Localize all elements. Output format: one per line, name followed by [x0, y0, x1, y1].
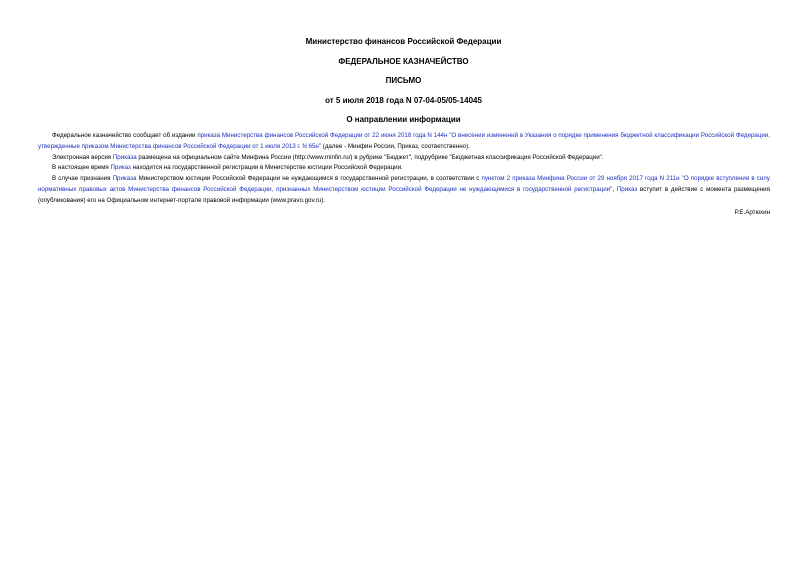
order-link[interactable]: Приказ — [110, 164, 131, 172]
letter-body — [38, 131, 770, 207]
paragraph-text: (далее - Минфин России, Приказ, соответственно). — [321, 142, 470, 150]
paragraph-1 — [38, 131, 770, 153]
paragraph-text: , — [612, 185, 617, 193]
order-144n-link[interactable]: приказа Министерства финансов Российской Федерации от 22 июня 2018 года N 144н "О внесении изменений в Указания о порядке применения бюджетной классификации Российской Федерации, утвержденные приказом Министерства финансов Российской Федерации от 1 июля 2013 г. N 65н" — [38, 132, 770, 150]
subject-heading: О направлении информации — [346, 115, 461, 124]
doc-number-heading: от 5 июля 2018 года N 07-04-05/05-14045 — [325, 96, 482, 105]
paragraph-text: Министерством юстиции Российской Федерации не нуждающимся в государственной регистрации, в соответствии с — [136, 175, 482, 183]
ministry-heading: Министерство финансов Российской Федерации — [305, 37, 502, 46]
paragraph-3 — [38, 163, 770, 174]
paragraph-text: Электронная версия — [52, 153, 113, 161]
paragraph-text: В случае признания — [52, 175, 113, 183]
paragraph-text: размещена на официальном сайте Минфина России (http://www.minfin.ru/) в рубрике "Бюджет", подрубрике "Бюджетная классификация Российской Федерации". — [136, 153, 604, 161]
order-211n-link[interactable]: пунктом 2 приказа Минфина России от 29 ноября 2017 года N 211н "О порядке вступления в силу нормативных правовых актов Министерства финансов Российской Федерации, признанных Министерством юстиции Российской Федерации не нуждающимися в государственной регистрации" — [38, 175, 770, 193]
paragraph-2 — [38, 153, 770, 164]
paragraph-text: В настоящее время — [52, 164, 111, 172]
order-link[interactable]: Приказа — [112, 153, 137, 161]
signature: Р.Е.Артюхин — [734, 209, 770, 216]
order-link[interactable]: Приказ — [616, 185, 638, 193]
paragraph-4 — [38, 174, 770, 206]
paragraph-text: Федеральное казначейство сообщает об издании — [52, 132, 198, 139]
order-link[interactable]: Приказа — [112, 175, 137, 183]
paragraph-text: находится на государственной регистрации в Министерстве юстиции Российской Федерации. — [130, 164, 403, 172]
agency-heading: ФЕДЕРАЛЬНОЕ КАЗНАЧЕЙСТВО — [338, 57, 469, 66]
doc-type-heading: ПИСЬМО — [385, 76, 422, 85]
paragraph-text: вступит в действие с момента размещения (опубликования) его на Официальном интернет-портале правовой информации (www.pravo.gov.ru). — [38, 185, 770, 204]
